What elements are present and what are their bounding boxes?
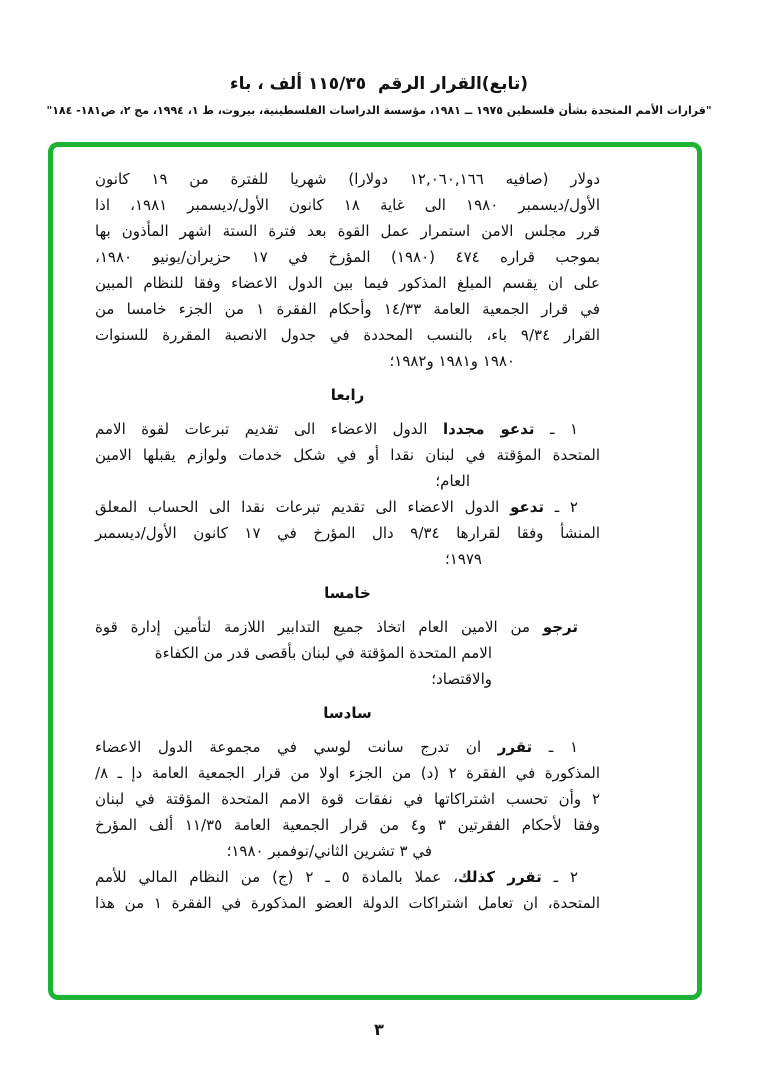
text-line: [95, 348, 600, 374]
text-segment: المتحدة، ان تعامل اشتراكات الدولة العضو المذكورة في الفقرة ١ من هذا: [95, 894, 600, 912]
section-heading: خامسا: [324, 584, 371, 602]
text-line: [95, 864, 600, 890]
text-line: [95, 640, 600, 692]
text-line: [95, 760, 600, 786]
text-segment: قرر مجلس الامن استمرار عمل القوة بعد فترة الستة اشهر المأذون بها: [95, 222, 600, 240]
text-segment: القرار ٩/٣٤ باء، بالنسب المحددة في جدول الانصبة المقررة للسنوات: [95, 326, 600, 344]
paragraph: [95, 416, 600, 494]
paragraph: [95, 494, 600, 572]
page-header: [0, 74, 758, 117]
text-segment: العام؛: [435, 472, 470, 490]
text-line: [95, 468, 600, 494]
bold-text: تقرر: [497, 738, 533, 756]
text-line: [95, 270, 600, 296]
paragraph: [95, 734, 600, 864]
text-line: [95, 442, 600, 468]
resolution-title: (تابع)القرار الرقم ١١٥/٣٥ ألف ، باء: [229, 74, 529, 94]
text-segment: على ان يقسم المبلغ المذكور فيما بين الدول الاعضاء وفقا للنظام المبين: [95, 274, 600, 292]
text-line: [95, 166, 600, 192]
text-line: [95, 734, 600, 760]
paragraph: [95, 864, 600, 916]
text-line: [95, 890, 600, 916]
text-line: [95, 218, 600, 244]
text-segment: المتحدة المؤقتة في لبنان نقدا أو في شكل خدمات ولوازم يقبلها الامين: [95, 446, 600, 464]
text-segment: ١٩٧٩؛: [444, 550, 482, 568]
text-segment: دولار (صافيه ١٢,٠٦٠,١٦٦ دولارا) شهريا للفترة من ١٩ كانون: [95, 170, 601, 188]
text-segment: الدول الاعضاء الى تقديم تبرعات نقدا الى الحساب المعلق: [95, 498, 511, 516]
source-citation: "قرارات الأمم المتحدة بشأن فلسطين ١٩٧٥ ــ ١٩٨١، مؤسسة الدراسات الفلسطينية، بيروت، ط ١، ١٩٩٤، مج ٢، ص١٨١- ١٨٤": [46, 104, 712, 117]
text-line: [95, 786, 600, 812]
text-segment: ، عملا بالمادة ٥ ـ ٢ (ج) من النظام المالي للأمم: [95, 868, 458, 886]
text-segment: ٢ وأن تحسب اشتراكاتها في نفقات قوة الامم المتحدة المؤقتة في لبنان: [95, 790, 600, 808]
text-line: [95, 520, 600, 546]
text-segment: الامم المتحدة المؤقتة في لبنان بأقصى قدر من الكفاءة والاقتصاد؛: [154, 644, 492, 688]
paragraph: [95, 166, 600, 374]
text-line: [95, 244, 600, 270]
text-line: [95, 838, 600, 864]
text-segment: المنشأ وفقا لقرارها ٩/٣٤ دال المؤرخ في ١٧ كانون الأول/ديسمبر: [95, 524, 600, 542]
text-segment: ان تدرج سانت لوسي في مجموعة الدول الاعضاء: [95, 738, 498, 756]
text-segment: المذكورة في الفقرة ٢ (د) من الجزء اولا من قرار الجمعية العامة دإ ـ ٨/: [95, 764, 600, 782]
text-segment: الدول الاعضاء الى تقديم تبرعات لقوة الامم: [95, 420, 443, 438]
document-body: [95, 166, 600, 916]
section-heading: رابعا: [330, 386, 365, 404]
text-line: [95, 546, 600, 572]
bold-text: تقرر كذلك: [457, 868, 542, 886]
text-segment: الأول/ديسمبر ١٩٨٠ الى غاية ١٨ كانون الأول/ديسمبر ١٩٨١، اذا: [95, 196, 600, 214]
text-line: [95, 192, 600, 218]
paragraph: [95, 614, 600, 692]
text-line: [95, 322, 600, 348]
text-line: [95, 812, 600, 838]
text-segment: ١ ـ: [534, 420, 579, 438]
text-segment: في ٣ تشرين الثاني/نوفمبر ١٩٨٠؛: [226, 842, 432, 860]
text-segment: ١٩٨٠ و١٩٨١ و١٩٨٢؛: [389, 352, 515, 370]
bold-text: تدعو مجددا: [442, 420, 535, 438]
text-line: [95, 494, 600, 520]
text-line: [95, 614, 600, 640]
text-segment: وفقا لأحكام الفقرتين ٣ و٤ من قرار الجمعية العامة ١١/٣٥ ألف المؤرخ: [95, 816, 601, 834]
text-segment: من الامين العام اتخاذ جميع التدابير اللازمة لتأمين إدارة قوة: [95, 618, 543, 636]
text-segment: ١ ـ: [532, 738, 578, 756]
text-segment: في قرار الجمعية العامة ١٤/٣٣ وأحكام الفقرة ١ من الجزء خامسا من: [95, 300, 600, 318]
bold-text: تدعو: [510, 498, 545, 516]
text-segment: ٢ ـ: [544, 498, 578, 516]
page-number: ٣: [374, 1020, 384, 1039]
text-segment: ٢ ـ: [541, 868, 578, 886]
text-line: [95, 296, 600, 322]
bold-text: ترجو: [542, 618, 578, 636]
text-segment: بموجب قراره ٤٧٤ (١٩٨٠) المؤرخ في ١٧ حزيران/يونيو ١٩٨٠،: [95, 248, 600, 266]
text-line: [95, 416, 600, 442]
section-heading: سادسا: [323, 704, 372, 722]
